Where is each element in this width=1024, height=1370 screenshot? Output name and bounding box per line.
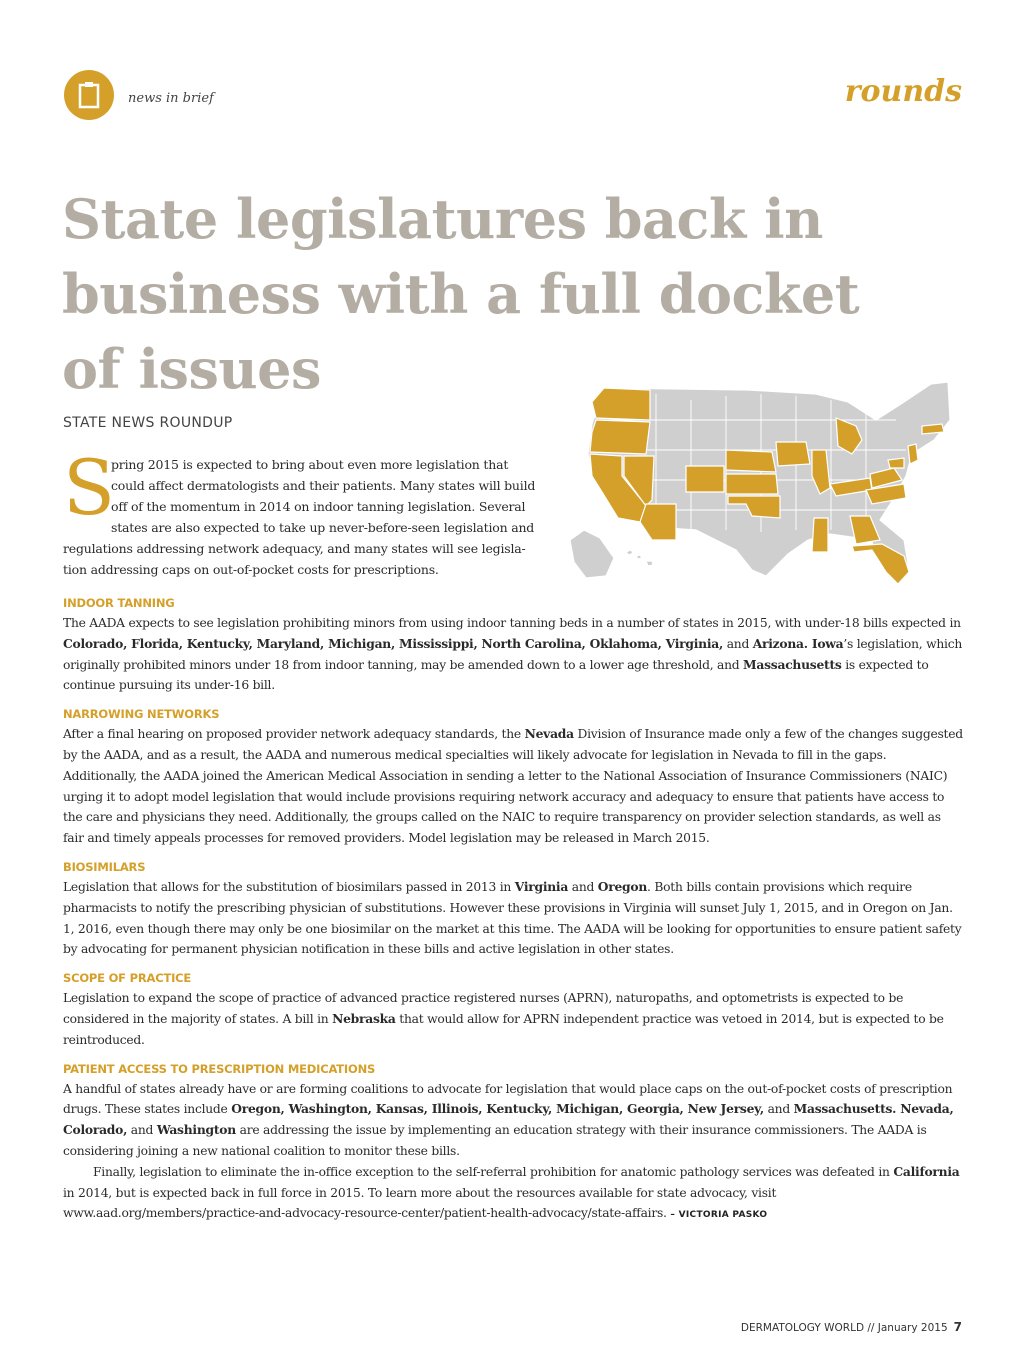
section-paragraph: The AADA expects to see legislation prohibiting minors from using indoor tanning beds in a number of states in 2015, with under-18 bills expected in Colorado, Florida, Kentucky, Maryland, Michigan, Mississippi, North Carolina, Oklahoma, Virginia, and Arizona. Iowa’s legislation, which originally prohibited minors under 18 from indoor tanning, may be amended down to a lower age threshold, and Massachusetts is expected to continue pursuing its under-16 bill. <box>63 616 963 693</box>
article-body <box>63 596 963 1237</box>
map-state-hawaii <box>626 550 653 566</box>
masthead-title: rounds <box>844 74 962 109</box>
intro-line: regulations addressing network adequacy, and many states will see legisla- <box>63 541 526 556</box>
article-kicker: STATE NEWS ROUNDUP <box>63 415 233 431</box>
intro-line: tion addressing caps on out-of-pocket costs for prescriptions. <box>63 562 439 577</box>
news-in-brief-badge <box>64 70 114 120</box>
map-state-alaska <box>570 530 614 578</box>
page-footer <box>741 1320 962 1334</box>
intro-line: states are also expected to take up never-before-seen legislation and <box>111 520 535 535</box>
section-narrowing-networks <box>63 707 963 849</box>
map-state-kansas <box>726 474 778 494</box>
map-state-colorado <box>686 466 724 492</box>
author-byline: – VICTORIA PASKO <box>670 1210 768 1221</box>
article-headline: State legislatures back in business with a full docket of issues <box>62 187 860 401</box>
intro-line: could affect dermatologists and their patients. Many states will build <box>111 478 536 493</box>
section-paragraph: After a final hearing on proposed provider network adequacy standards, the Nevada Division of Insurance made only a few of the changes suggested by the AADA, and as a result, the AADA and numerous medical specialties will likely advocate for legislation in Nevada to fill in the gaps. Additionally, the AADA joined the American Medical Association in sending a letter to the National Association of Insurance Commissioners (NAIC) urging it to adopt model legislation that would include provisions requiring network accuracy and adequacy to ensure that patients have access to the care and physicians they need. Additionally, the groups called on the NAIC to require transparency on provider selection standards, as well as fair and timely appeals processes for removed providers. Model legislation may be released in March 2015. <box>63 726 963 846</box>
intro-paragraph <box>63 443 549 580</box>
section-heading: NARROWING NETWORKS <box>63 707 220 722</box>
map-state-mississippi <box>812 518 828 552</box>
map-state-massachusetts <box>922 424 944 434</box>
section-paragraph: Legislation to expand the scope of practice of advanced practice registered nurses (APRN), naturopaths, and optometrists is expected to be considered in the majority of states. A bill in Nebraska that would allow for APRN independent practice was vetoed in 2014, but is expected to be reintroduced. <box>63 991 944 1047</box>
map-state-washington <box>592 388 650 420</box>
section-heading: INDOOR TANNING <box>63 596 175 610</box>
intro-line: pring 2015 is expected to bring about even more legislation that <box>111 457 509 472</box>
section-scope-of-practice <box>63 971 963 1050</box>
clipboard-icon <box>78 81 100 109</box>
us-states-map <box>566 380 960 596</box>
section-paragraph: Legislation that allows for the substitution of biosimilars passed in 2013 in Virginia and Oregon. Both bills contain provisions which require pharmacists to notify the prescribing physician of substitutions. However these provisions in Virginia will sunset July 1, 2015, and in Oregon on Jan. 1, 2016, even though there may only be one biosimilar on the market at this time. The AADA will be looking for opportunities to ensure patient safety by advocating for permanent physician notification in these bills and active legislation in other states. <box>63 878 962 957</box>
map-state-new-jersey <box>908 444 918 464</box>
publication-name: DERMATOLOGY WORLD // January 2015 <box>740 1322 948 1334</box>
section-heading: PATIENT ACCESS TO PRESCRIPTION MEDICATIONS <box>63 1061 376 1076</box>
section-heading: BIOSIMILARS <box>63 859 146 874</box>
drop-cap: S <box>63 443 116 532</box>
page-number: 7 <box>953 1320 962 1334</box>
section-heading: SCOPE OF PRACTICE <box>63 971 192 986</box>
section-paragraph <box>63 1162 963 1226</box>
section-label: news in brief <box>128 91 214 106</box>
section-patient-access <box>63 1062 963 1227</box>
section-paragraph: A handful of states already have or are forming coalitions to advocate for legislation that would place caps on the out-of-pocket costs of prescription drugs. These states include Oregon, Washington, Kansas, Illinois, Kentucky, Michigan, Georgia, New Jersey, and Massachusetts. Nevada, Colorado, and Washington are addressing the issue by implementing an education strategy with their insurance commissioners. The AADA is considering joining a new national coalition to monitor these bills. <box>63 1081 954 1158</box>
section-indoor-tanning <box>63 596 963 696</box>
section-biosimilars <box>63 860 963 960</box>
map-state-arizona <box>640 504 676 540</box>
closing-text: Finally, legislation to eliminate the in-office exception to the self-referral prohibition for anatomic pathology services was defeated in California in 2014, but is expected back in full force in 2015. To learn more about the resources available for state advocacy, visit www.aad.org/members/practice-and-advocacy-resource-center/patient-health-advocacy/state-affairs. <box>63 1163 960 1221</box>
map-state-maryland <box>888 458 904 468</box>
map-state-iowa <box>776 442 810 466</box>
map-state-oregon <box>590 420 650 454</box>
intro-line: off of the momentum in 2014 on indoor tanning legislation. Several <box>111 499 526 514</box>
map-state-nebraska <box>726 450 776 472</box>
